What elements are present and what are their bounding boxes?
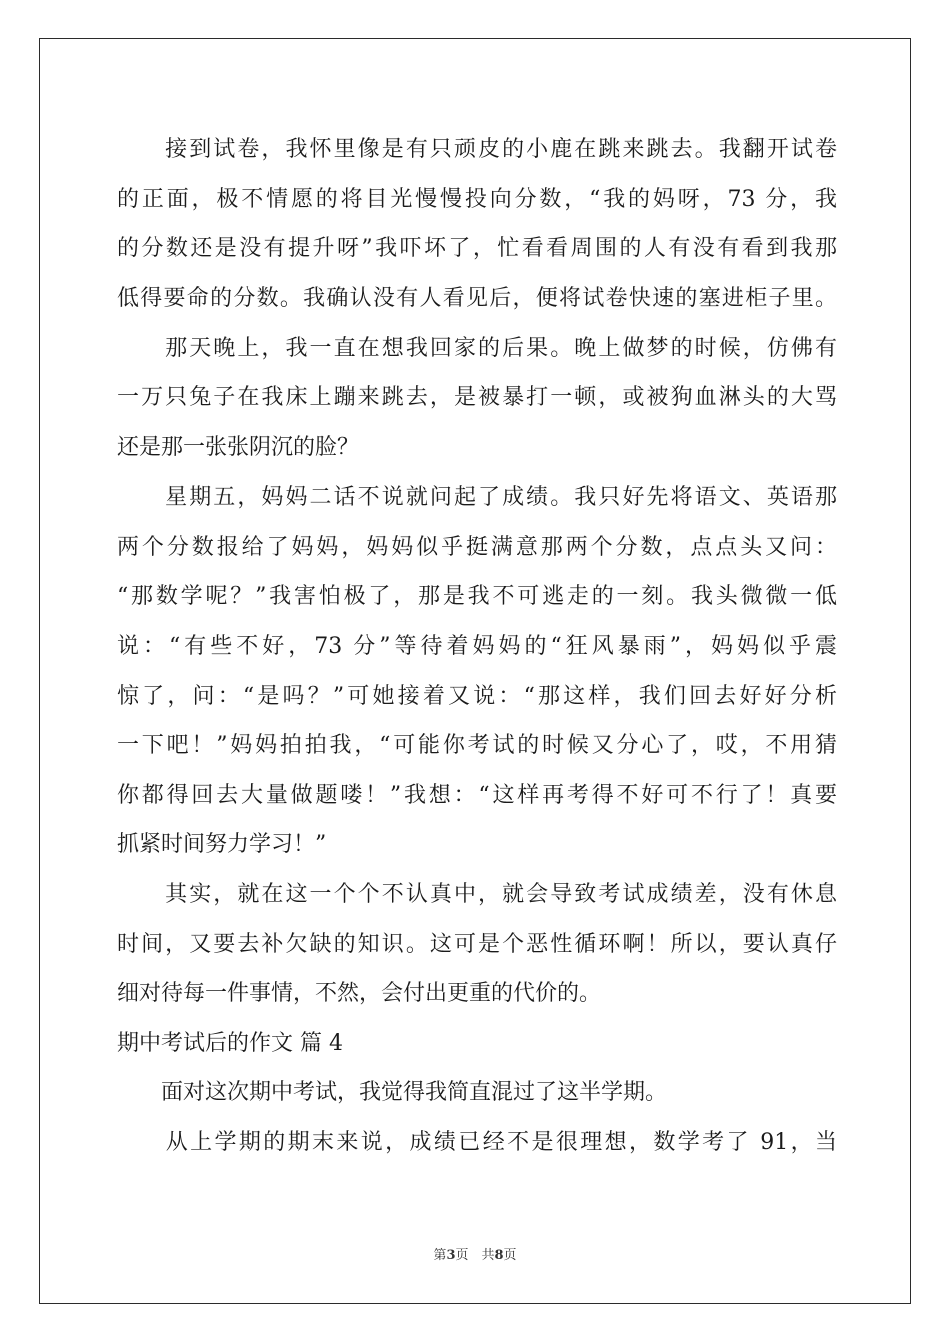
paragraph-line: 细对待每一件事情，不然，会付出更重的代价的。 xyxy=(117,981,602,1006)
paragraph-line: “那数学呢？”我害怕极了，那是我不可逃走的一刻。我头微微一低 xyxy=(117,584,837,609)
section-heading: 期中考试后的作文 篇 4 xyxy=(117,1031,343,1056)
paragraph-line: 抓紧时间努力学习！” xyxy=(117,832,327,857)
paragraph-line: 的分数还是没有提升呀”我吓坏了，忙看看周围的人有没有看到我那 xyxy=(117,236,837,261)
paragraph-line: 你都得回去大量做题喽！”我想：“这样再考得不好可不行了！真要 xyxy=(117,783,837,808)
paragraph-line: 接到试卷，我怀里像是有只顽皮的小鹿在跳来跳去。我翻开试卷 xyxy=(117,137,837,162)
paragraph-line: 面对这次期中考试，我觉得我简直混过了这半学期。 xyxy=(117,1080,668,1105)
footer-mid: 页 共 xyxy=(455,1248,495,1263)
footer-suffix: 页 xyxy=(503,1248,517,1263)
paragraph-line: 一万只兔子在我床上蹦来跳去，是被暴打一顿，或被狗血淋头的大骂 xyxy=(117,385,837,410)
paragraph-line: 一下吧！”妈妈拍拍我，“可能你考试的时候又分心了，哎，不用猜 xyxy=(117,733,837,758)
paragraph-line: 说：“有些不好，73 分”等待着妈妈的“狂风暴雨”，妈妈似乎震 xyxy=(117,634,837,659)
footer-page-number: 3 xyxy=(446,1248,456,1263)
paragraph-line: 时间，又要去补欠缺的知识。这可是个恶性循环啊！所以，要认真仔 xyxy=(117,932,837,957)
paragraph-line: 还是那一张张阴沉的脸？ xyxy=(117,435,360,460)
paragraph-line: 星期五，妈妈二话不说就问起了成绩。我只好先将语文、英语那 xyxy=(117,485,837,510)
paragraph-line: 那天晚上，我一直在想我回家的后果。晚上做梦的时候，仿佛有 xyxy=(117,336,837,361)
paragraph-line: 两个分数报给了妈妈，妈妈似乎挺满意那两个分数，点点头又问： xyxy=(117,535,837,560)
paragraph-line: 其实，就在这一个个不认真中，就会导致考试成绩差，没有休息 xyxy=(117,882,837,907)
page-border xyxy=(39,38,911,1304)
paragraph-line: 的正面，极不情愿的将目光慢慢投向分数，“我的妈呀，73 分，我 xyxy=(117,187,837,212)
page-footer xyxy=(0,1247,950,1265)
footer-total-pages: 8 xyxy=(494,1248,504,1263)
paragraph-line: 惊了，问：“是吗？”可她接着又说：“那这样，我们回去好好分析 xyxy=(117,684,837,709)
footer-prefix: 第 xyxy=(433,1248,447,1263)
paragraph-line: 从上学期的期末来说，成绩已经不是很理想，数学考了 91，当 xyxy=(117,1130,837,1155)
paragraph-line: 低得要命的分数。我确认没有人看见后，便将试卷快速的塞进柜子里。 xyxy=(117,286,837,311)
